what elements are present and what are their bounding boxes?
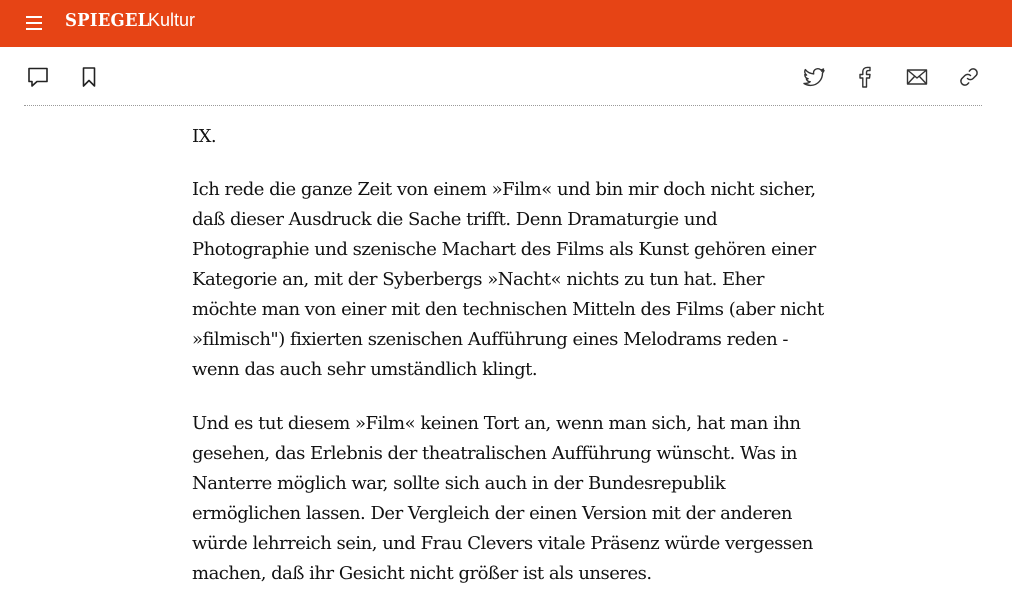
section-name[interactable]: Kultur [148, 10, 196, 30]
article-paragraph: Ich rede die ganze Zeit von einem »Film« und bin mir doch nicht sicher, daß dieser Ausdruck die Sache trifft. Denn Dramaturgie und Photographie und szenische Machart des Films als Kunst gehören einer Kategorie an, mit der Syberbergs »Nacht« nichts zu tun hat. Eher möchte man von einer mit den technischen Mitteln des Films (aber nicht »filmisch") fixierten szenischen Aufführung eines Melodrams reden - wenn das auch sehr umständlich klingt. [192, 179, 824, 380]
twitter-icon[interactable] [802, 65, 826, 89]
link-icon[interactable] [957, 65, 981, 89]
article-body [192, 122, 832, 613]
bookmark-icon[interactable] [77, 65, 101, 89]
facebook-icon[interactable] [853, 65, 877, 89]
article-toolbar [24, 47, 982, 106]
top-bar [0, 0, 1012, 47]
spiegel-logo[interactable]: SPIEGEL [65, 10, 150, 31]
menu-icon[interactable] [26, 16, 42, 30]
comment-icon[interactable] [26, 65, 50, 89]
article-paragraph: Und es tut diesem »Film« keinen Tort an, wenn man sich, hat man ihn gesehen, das Erlebnis der theatralischen Aufführung wünscht. Was in Nanterre möglich war, sollte sich auch in der Bundesrepublik ermöglichen lassen. Der Vergleich der einen Version mit der anderen würde lehrreich sein, und Frau Clevers vitale Präsenz würde vergessen machen, daß ihr Gesicht nicht größer ist als unseres. [192, 413, 813, 584]
mail-icon[interactable] [905, 65, 929, 89]
section-heading: IX. [192, 126, 217, 147]
brand[interactable] [65, 10, 195, 31]
